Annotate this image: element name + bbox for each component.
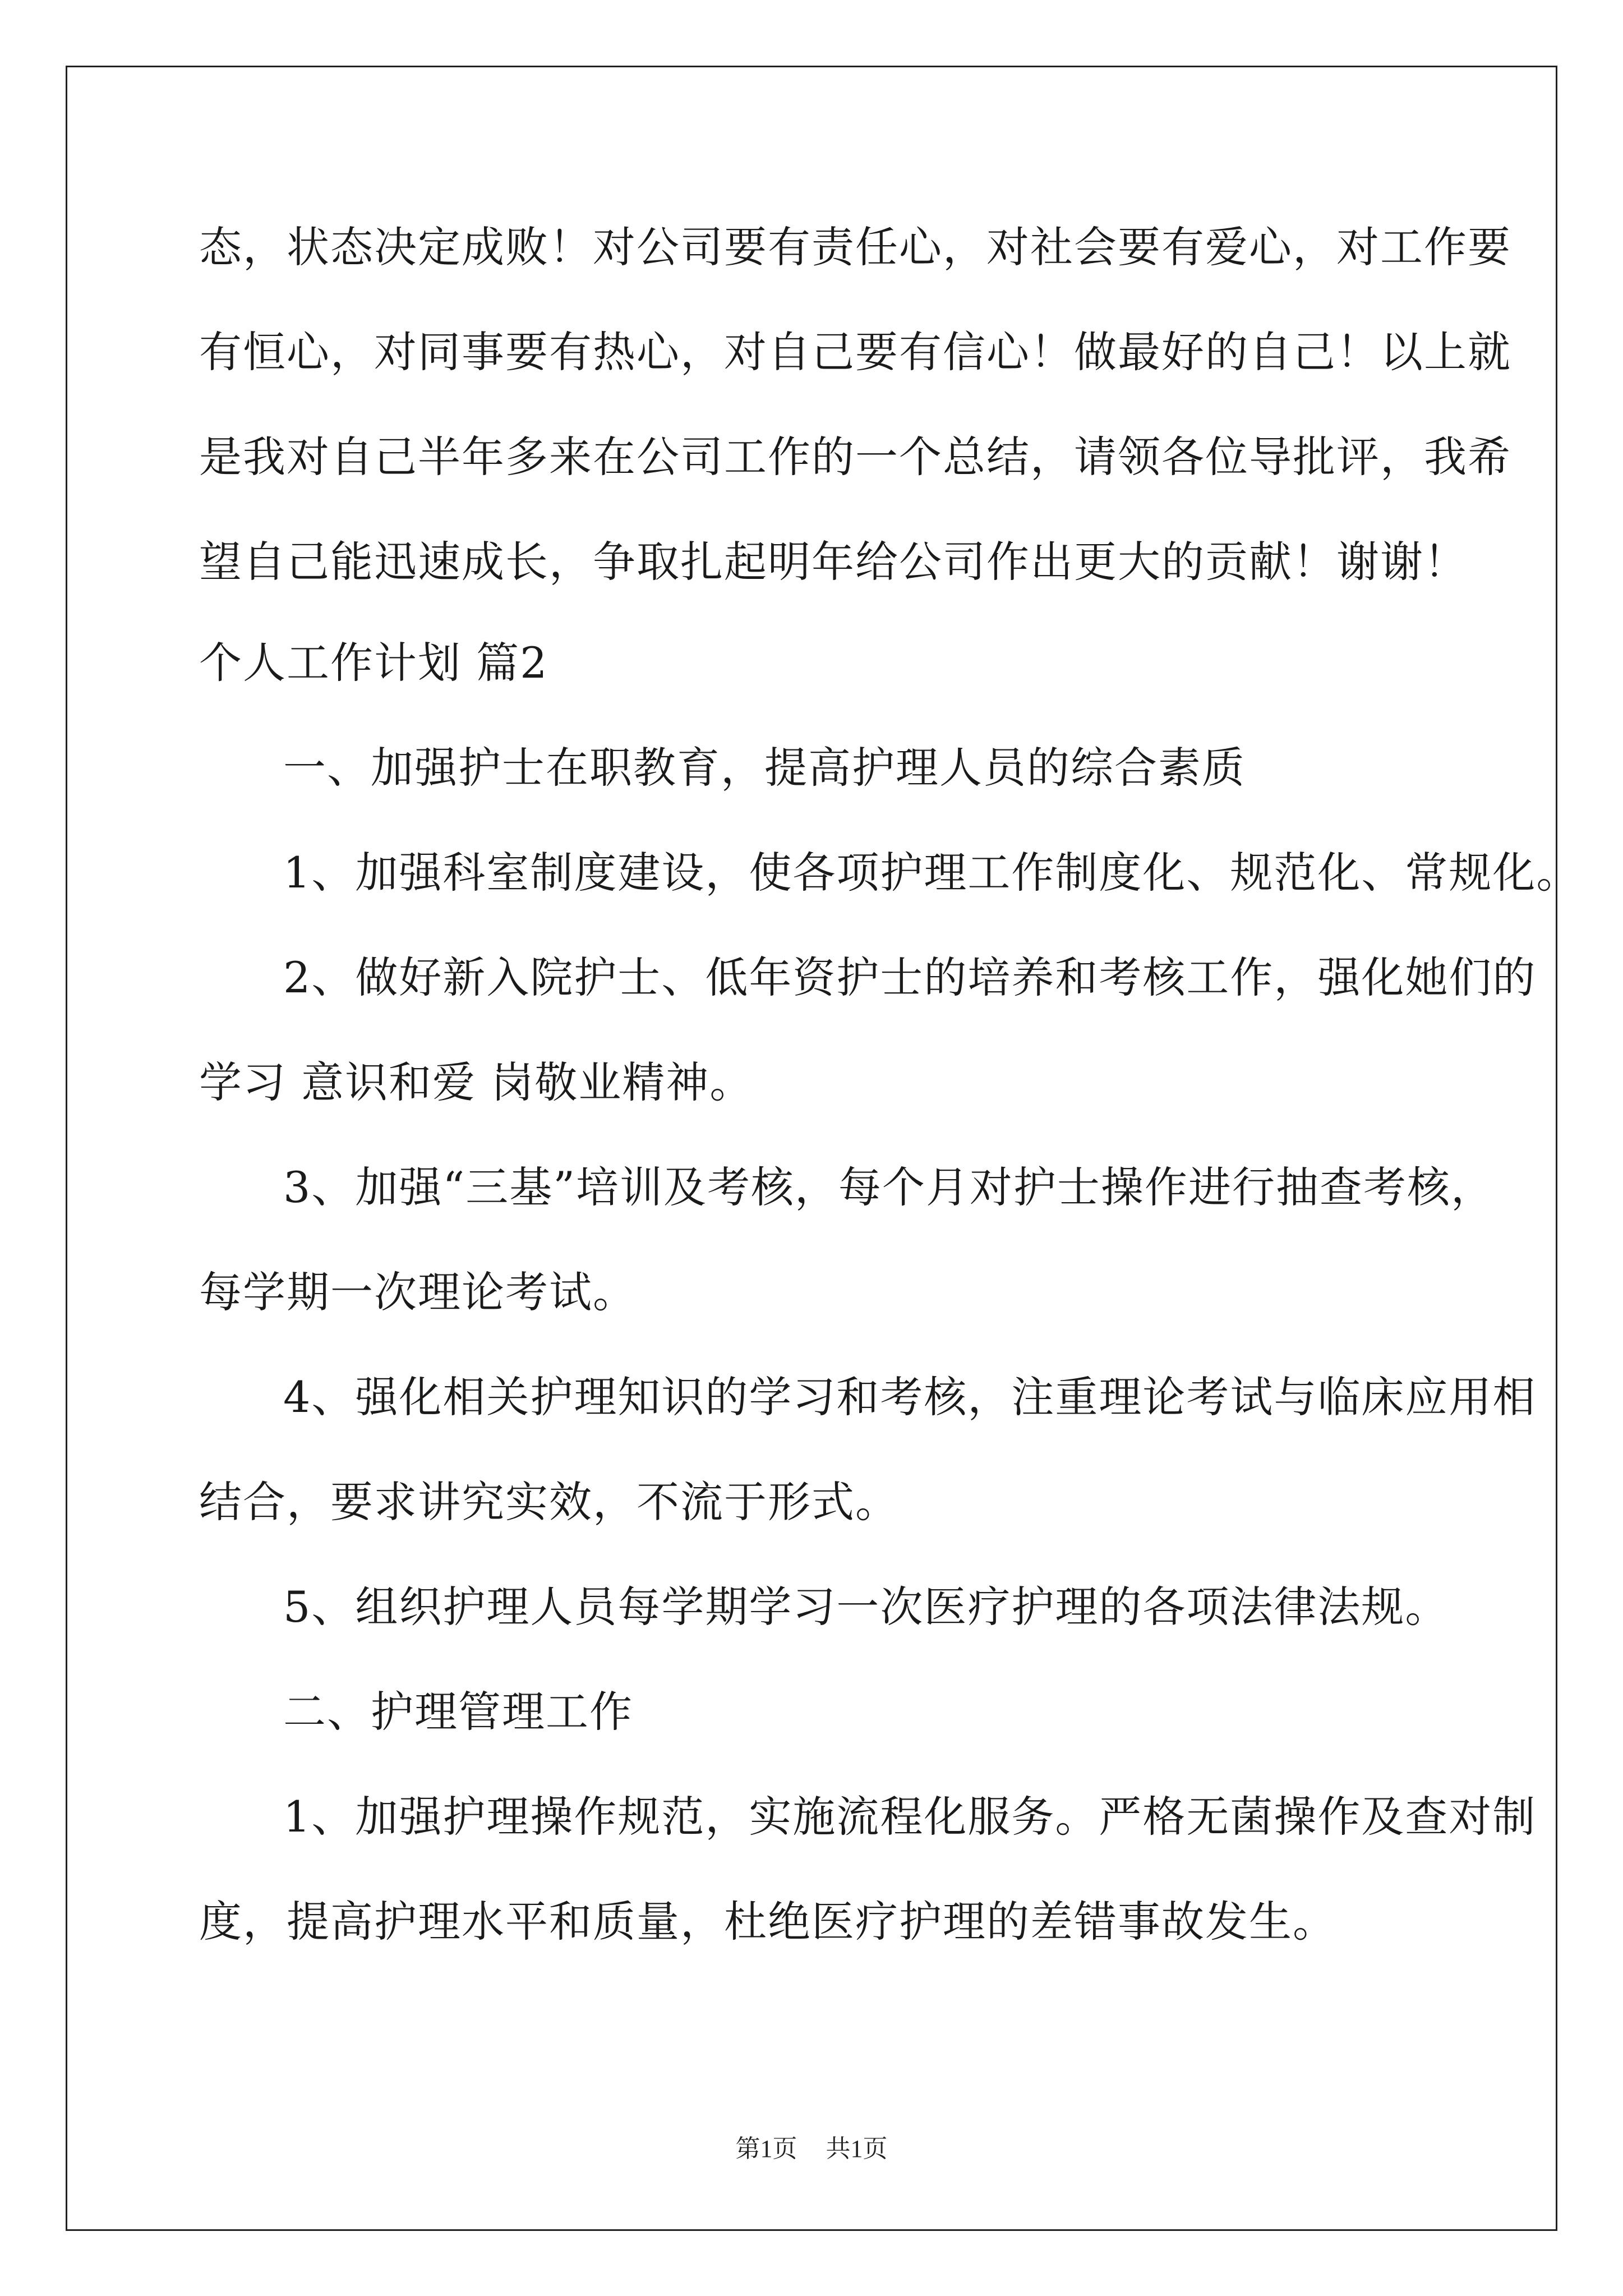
page-total: 共1页 xyxy=(826,2135,888,2162)
list-item-continuation: 学习 意识和爱 岗敬业精神。 xyxy=(199,1057,754,1107)
body-line: 是我对自己半年多来在公司工作的一个总结，请领各位导批评，我希 xyxy=(199,432,1511,482)
list-item: 2、做好新入院护士、低年资护士的培养和考核工作，强化她们的 xyxy=(283,953,1537,1002)
list-item-continuation: 结合，要求讲究实效，不流于形式。 xyxy=(199,1477,899,1527)
section-heading: 个人工作计划 篇2 xyxy=(199,638,548,688)
section-title: 二、护理管理工作 xyxy=(283,1687,633,1737)
page-footer xyxy=(0,2134,1623,2164)
list-item-continuation: 每学期一次理论考试。 xyxy=(199,1267,637,1317)
body-line: 望自己能迅速成长，争取扎起明年给公司作出更大的贡献！谢谢！ xyxy=(199,537,1468,587)
list-item-continuation: 度，提高护理水平和质量，杜绝医疗护理的差错事故发生。 xyxy=(199,1897,1336,1947)
body-line: 有恒心，对同事要有热心，对自己要有信心！做最好的自己！以上就 xyxy=(199,327,1511,377)
document-body xyxy=(199,222,1580,1948)
section-title: 一、加强护士在职教育，提高护理人员的综合素质 xyxy=(283,743,1246,793)
list-item: 3、加强“三基”培训及考核，每个月对护士操作进行抽查考核， xyxy=(283,1162,1495,1212)
list-item: 5、组织护理人员每学期学习一次医疗护理的各项法律法规。 xyxy=(283,1582,1449,1632)
list-item: 1、加强护理操作规范，实施流程化服务。严格无菌操作及查对制 xyxy=(283,1792,1537,1842)
list-item: 4、强化相关护理知识的学习和考核，注重理论考试与临床应用相 xyxy=(283,1372,1537,1422)
list-item: 1、加强科室制度建设，使各项护理工作制度化、规范化、常规化。 xyxy=(283,848,1580,898)
body-line: 态，状态决定成败！对公司要有责任心，对社会要有爱心，对工作要 xyxy=(199,222,1511,272)
page-number: 第1页 xyxy=(735,2135,797,2162)
